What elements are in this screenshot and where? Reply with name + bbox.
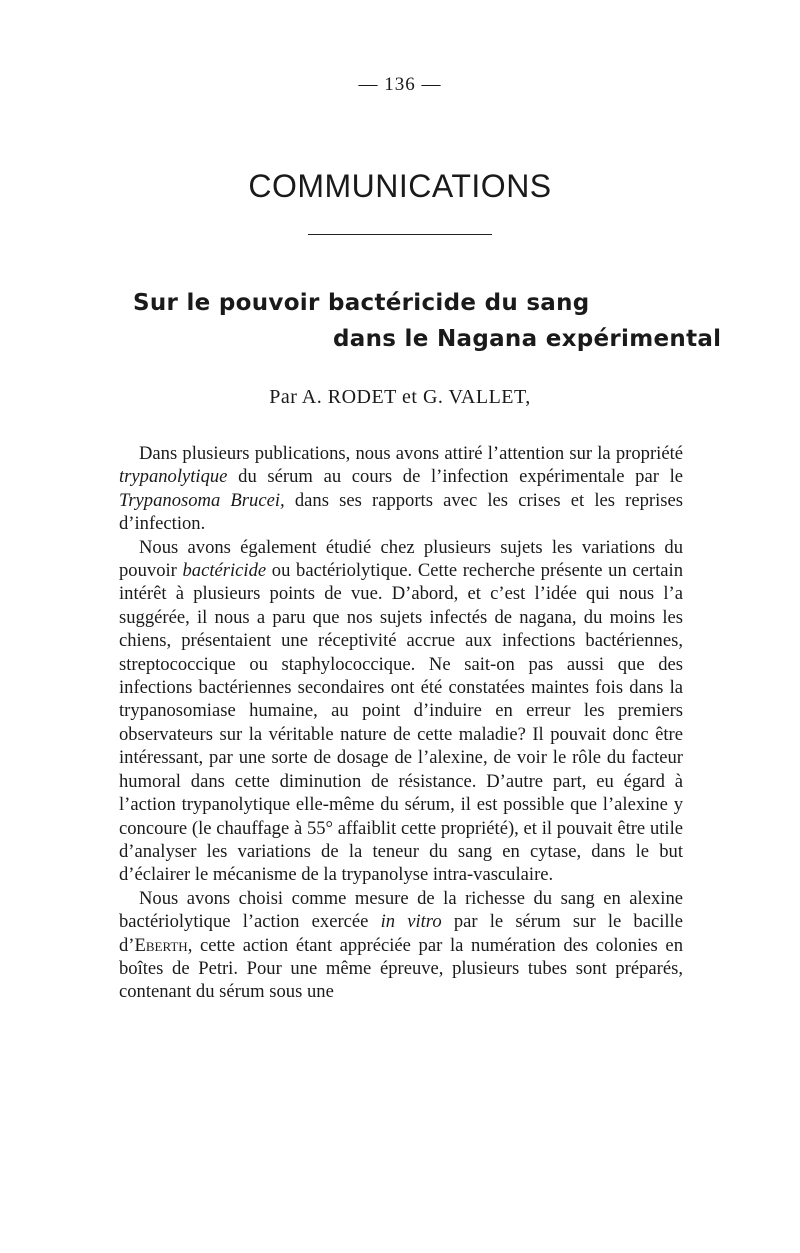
paragraph-text: du sérum au cours de l’infection expérimentale par le <box>227 466 683 488</box>
article-body <box>119 442 683 1004</box>
paragraph-text: , cette action étant appréciée par la numération des colonies en boîtes de Petri. Pour une même épreuve, plusieurs tubes sont préparés, contenant du sérum sous une <box>119 934 683 1003</box>
italic-term: in vitro <box>380 911 442 933</box>
paragraph-text: Nous avons également étudié chez plusieurs sujets les variations du pouvoir <box>119 536 683 582</box>
heading-divider <box>308 234 492 235</box>
section-heading: COMMUNICATIONS <box>248 168 552 204</box>
paragraph-text: Dans plusieurs publications, nous avons attiré l’attention sur la propriété <box>139 443 683 464</box>
smallcaps-name: Eberth <box>134 934 188 956</box>
article-title-line-2: dans le Nagana expérimental <box>333 326 722 352</box>
italic-term: bactéricide <box>182 560 267 582</box>
paragraph-text: ou bactériolytique. Cette recherche présente un certain intérêt à plusieurs points de vue. D’abord, et c’est l’idée qui nous l’a suggérée, il nous a paru que nos sujets infectés de nagana, du moins les chiens, présentaient une réceptivité accrue aux infections bactériennes, streptococcique ou staphylococcique. Ne sait-on pas aussi que des infections bactériennes secondaires ont été constatées maintes fois dans la trypanosomiase humaine, au point d’induire en erreur les premiers observateurs sur la véritable nature de cette maladie? Il pouvait donc être intéressant, par une sorte de dosage de l’alexine, de voir le rôle du facteur humoral dans cette diminution de résistance. D’autre part, eu égard à l’action trypanolytique elle-même du sérum, il est possible que l’alexine y concoure (le chauffage à 55° affaiblit cette propriété), et il pouvait être utile d’analyser les variations de la teneur du sang en cytase, dans le but d’éclairer le mécanisme de la trypanolyse intra-vasculaire. <box>119 560 683 886</box>
page-number: — 136 — <box>358 74 442 95</box>
paragraph-text: dans ses rapports avec les crises et les reprises d’infection. <box>119 489 684 535</box>
paragraph-1 <box>119 442 683 536</box>
italic-term: trypanolytique <box>119 466 228 488</box>
paragraph-text: par le sérum sur le bacille d’ <box>119 911 683 956</box>
paragraph-2 <box>119 536 683 887</box>
article-title-line-1: Sur le pouvoir bactéricide du sang <box>133 290 590 316</box>
paragraph-3 <box>119 887 683 1004</box>
article-byline: Par A. RODET et G. VALLET, <box>269 386 531 408</box>
paragraph-text: Nous avons choisi comme mesure de la richesse du sang en alexine bactériolytique l’action exercée <box>119 887 683 933</box>
italic-term: Trypanosoma Brucei, <box>119 489 285 511</box>
